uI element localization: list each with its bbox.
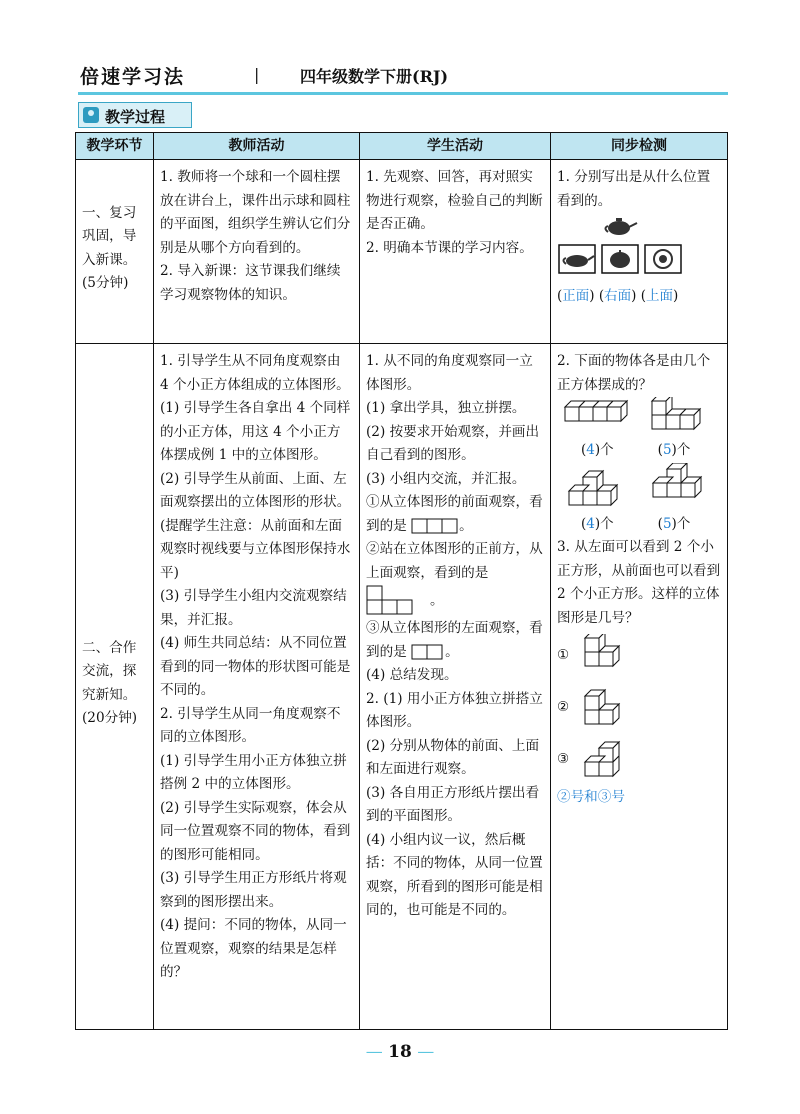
check-question: 2. 下面的物体各是由几个正方体摆成的？ (557, 353, 711, 393)
paren-open: ( (581, 442, 587, 458)
student-cell (360, 160, 551, 344)
teacher-step: 2. 导入新课：这节课我们继续学习观察物体的知识。 (160, 263, 341, 303)
student-step: 1. 先观察、回答，再对照实物进行观察，检验自己的判断是否正确。 (366, 169, 543, 232)
page-number-value: 18 (388, 1042, 412, 1062)
paren-open: ( (598, 288, 605, 304)
header-check: 同步检测 (551, 133, 728, 160)
student-step: 2. (1) 用小正方体独立拼搭立体图形。 (366, 690, 543, 730)
student-step: (1) 拿出学具，独立拼摆。 (366, 400, 526, 416)
book-title: 四年级数学下册(RJ) (300, 67, 449, 86)
teacher-step: (3) 引导学生小组内交流观察结果，并汇报。 (160, 588, 347, 628)
four-cube-figure (569, 471, 617, 505)
stage-text: 一、复习巩固，导入新课。(5分钟) (82, 204, 137, 291)
option-label: ② (557, 699, 570, 716)
answer-top: 上面 (646, 288, 673, 304)
page-header (78, 62, 728, 92)
student-step (366, 538, 544, 617)
top-view-squares (366, 585, 430, 617)
teacher-step: (1) 引导学生各自拿出 4 个同样的小正方体，用这 4 个小正方体摆成例 1 中的立体图形。 (160, 400, 351, 463)
section-title: 教学过程 (105, 108, 166, 126)
page-number (0, 1042, 800, 1062)
count-answer: 5 (662, 515, 672, 532)
front-view-icon (559, 245, 595, 273)
four-cube-row-figure (565, 401, 627, 421)
paren-open: ( (657, 442, 663, 458)
teacher-step: (3) 引导学生用正方形纸片将观察到的图形摆出来。 (160, 870, 347, 910)
paren-open: ( (657, 515, 663, 532)
count-answer: 4 (586, 515, 595, 532)
header-student: 学生活动 (360, 133, 551, 160)
table-row (76, 344, 728, 1030)
page-number-dash: — (411, 1042, 435, 1062)
student-step (366, 491, 544, 538)
check-question: 1. 分别写出是从什么位置看到的。 (557, 169, 711, 209)
teacher-step: 1. 引导学生从不同角度观察由 4 个小正方体组成的立体图形。 (160, 353, 350, 393)
brand-title: 倍速学习法 (80, 66, 186, 88)
option-label: ① (557, 647, 570, 664)
cube-figures-row1 (557, 397, 722, 437)
check-cell (551, 344, 728, 1030)
view-answers (557, 285, 721, 309)
front-view-text: ①从立体图形的前面观察，看到的是 (366, 494, 543, 534)
student-step: (4) 小组内议一议，然后概括：不同的物体，从同一位置观察，所看到的图形可能是相同的，也可能是不同的。 (366, 831, 543, 918)
paren-close: ) (589, 288, 595, 304)
stage-cell (76, 160, 154, 344)
teacher-step: (4) 提问：不同的物体，从同一位置观察，观察的结果是怎样的？ (160, 917, 347, 980)
option-2 (557, 682, 721, 734)
paren-open: ( (581, 515, 587, 532)
location-pin-icon (83, 107, 99, 123)
page-number-dash: — (365, 1042, 389, 1062)
unit: 个 (600, 515, 614, 532)
unit: 个 (676, 442, 691, 458)
header-separator: | (254, 65, 260, 84)
option-1 (557, 630, 721, 682)
answer-right: 右面 (604, 288, 632, 304)
period: 。 (445, 643, 459, 660)
paren-close: ) (594, 442, 601, 458)
check-cell (551, 160, 728, 344)
teacher-cell (154, 160, 360, 344)
paren-open: ( (640, 288, 646, 304)
student-step: (4) 总结发现。 (366, 667, 458, 683)
paren-open: ( (557, 288, 563, 304)
table-row (76, 160, 728, 344)
stage-cell (76, 344, 154, 1030)
five-cube-stair-figure (639, 463, 701, 509)
left-view-squares (411, 644, 445, 660)
count-answer-item (658, 513, 691, 537)
section-tag (78, 102, 192, 128)
teacher-cell (154, 344, 360, 1030)
student-step: (3) 各自用正方形纸片摆出看到的平面图形。 (366, 784, 540, 824)
option-label: ③ (557, 751, 570, 768)
table-header-row (76, 133, 728, 160)
option-3-figure (579, 740, 639, 780)
count-answer: 5 (662, 442, 672, 458)
paren-close: ) (673, 288, 679, 304)
front-view-squares (411, 518, 459, 534)
teacher-step: (4) 师生共同总结：从不同位置看到的同一物体的形状图可能是不同的。 (160, 635, 351, 698)
header-rule (78, 92, 728, 95)
teacher-step: (2) 引导学生从前面、上面、左面观察摆出的立体图形的形状。(提醒学生注意：从前面和左面观察时视线要与立体图形保持水平) (160, 470, 351, 581)
paren-close: ) (671, 515, 677, 532)
unit: 个 (600, 442, 614, 458)
teacher-step: (2) 引导学生实际观察，体会从同一位置观察不同的物体，看到的图形可能相同。 (160, 799, 351, 863)
count-answers-row1 (557, 439, 721, 463)
option-2-figure (579, 688, 639, 728)
period: 。 (459, 517, 473, 534)
five-cube-figure (652, 397, 700, 429)
student-step: 2. 明确本节课的学习内容。 (366, 239, 533, 256)
left-view-text: ③从立体图形的左面观察，看到的是 (366, 620, 543, 660)
unit: 个 (676, 515, 691, 532)
top-view-text: ②站在立体图形的正前方，从上面观察，看到的是 (366, 541, 543, 581)
answer-front: 正面 (562, 288, 590, 304)
right-view-icon (602, 245, 638, 273)
stage-text: 二、合作交流，探究新知。(20分钟) (82, 639, 138, 726)
option-3 (557, 734, 721, 786)
header-teacher: 教师活动 (154, 133, 360, 160)
student-cell (360, 344, 551, 1030)
teacher-step: 1. 教师将一个球和一个圆柱摆放在讲台上，课件出示球和圆柱的平面图，组织学生辨认它们分别是从哪个方向看到的。 (160, 169, 351, 256)
teacher-step: 2. 引导学生从同一角度观察不同的立体图形。 (160, 705, 341, 745)
student-step: 1. 从不同的角度观察同一立体图形。 (366, 353, 533, 393)
count-answer-item (658, 439, 691, 463)
paren-close: ) (671, 442, 677, 458)
option-1-figure (579, 634, 639, 678)
student-step: (2) 分别从物体的前面、上面和左面进行观察。 (366, 737, 540, 777)
lesson-table (75, 132, 728, 1030)
cube-figures-row2 (557, 463, 722, 511)
paren-close: ) (594, 515, 601, 532)
teacher-step: (1) 引导学生用小正方体独立拼搭例 2 中的立体图形。 (160, 752, 347, 792)
teapot-icon (606, 218, 638, 235)
period: 。 (430, 592, 444, 609)
count-answer: 4 (586, 442, 595, 458)
count-answers-row2 (557, 513, 721, 537)
count-answer-item (581, 513, 614, 537)
header-stage: 教学环节 (76, 133, 154, 160)
top-view-icon (645, 245, 681, 273)
check-question: 3. 从左面可以看到 2 个小正方形，从前面也可以看到 2 个小正方形。这样的立体图形是几号？ (557, 539, 721, 626)
paren-close: ) (631, 288, 637, 304)
student-step: (3) 小组内交流，并汇报。 (366, 470, 526, 487)
count-answer-item (581, 439, 614, 463)
option-answer: ②号和③号 (557, 789, 625, 805)
student-step: (2) 按要求开始观察，并画出自己看到的图形。 (366, 423, 540, 463)
teapot-figure (557, 213, 717, 283)
student-step (366, 617, 544, 664)
